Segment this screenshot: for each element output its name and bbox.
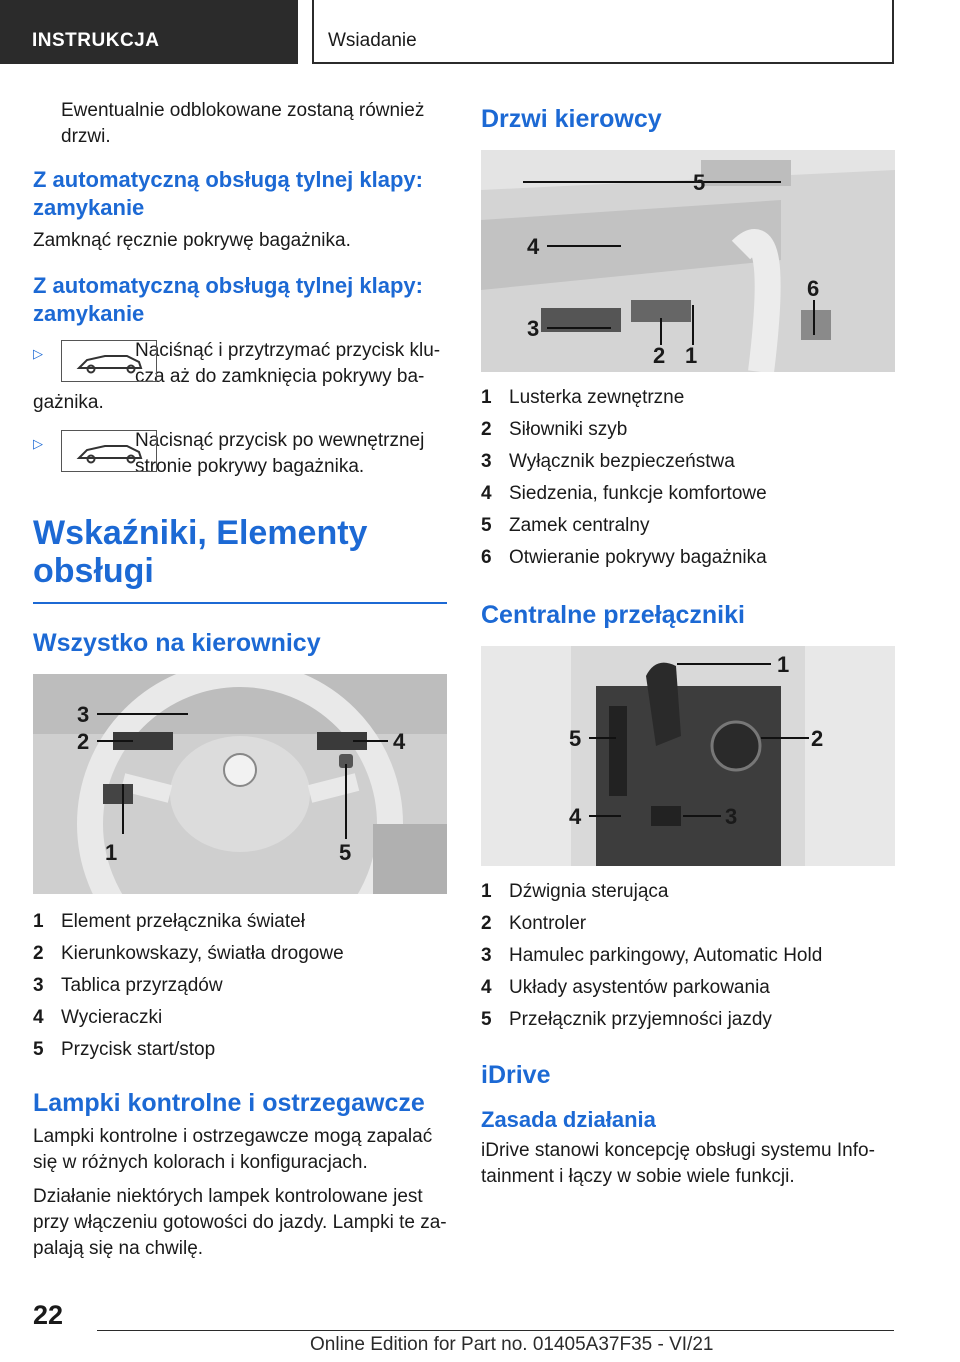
list-item: 3 Wyłącznik bezpieczeństwa <box>481 451 735 472</box>
triangle-right-icon: ▷ <box>33 346 43 361</box>
callout-2: 2 <box>77 728 90 754</box>
intro-text: Ewentualnie odblokowane zostaną również drzwi. <box>61 100 425 147</box>
car-trunk-icon <box>61 340 157 382</box>
bullet-item-button <box>33 428 447 480</box>
wheel-list <box>33 906 447 1066</box>
header-section-label: INSTRUKCJA <box>32 30 160 51</box>
left-column <box>33 98 447 1262</box>
right-column <box>481 98 895 1190</box>
callout-4: 4 <box>393 728 406 754</box>
lamps-paragraph-1: Lampki kontrolne i ostrzegawcze mogą zapalać się w różnych kolorach i konfiguracjach. <box>33 1125 433 1173</box>
list-item: 3 Tablica przyrządów <box>33 974 223 996</box>
callout-5: 5 <box>693 170 706 195</box>
callout-4: 4 <box>527 234 540 259</box>
bullet-key-tail: gażnika. <box>33 392 104 413</box>
bullet-button-text: Nacisnąć przycisk po wewnętrznej stronie pokrywy bagażnika. <box>135 430 425 477</box>
central-title: Centralne przełączniki <box>481 601 745 629</box>
header-chapter-tab <box>312 0 894 64</box>
steering-wheel-illustration <box>33 674 447 894</box>
bullet-item-key <box>33 338 447 390</box>
list-item: 2 Kierunkowskazy, światła drogowe <box>33 942 344 964</box>
callout-2: 2 <box>811 726 824 751</box>
list-item: 4 Układy asystentów parkowania <box>481 977 770 998</box>
section-title-tailgate-1: Z automatyczną obsługą tylnej klapy: zamykanie <box>33 167 423 220</box>
steering-wheel-photo <box>33 674 447 894</box>
driver-door-illustration <box>481 150 895 372</box>
triangle-right-icon: ▷ <box>33 436 43 451</box>
callout-4: 4 <box>569 804 582 829</box>
section-title-tailgate-2: Z automatyczną obsługą tylnej klapy: zamykanie <box>33 273 423 326</box>
center-console-photo <box>481 646 895 866</box>
principle-text: iDrive stanowi koncepcję obsługi systemu Info-tainment i łączy w sobie wiele funkcji. <box>481 1140 875 1187</box>
callout-1: 1 <box>777 652 790 677</box>
list-item: 2 Siłowniki szyb <box>481 419 628 440</box>
callout-6: 6 <box>807 276 820 301</box>
section-text-tailgate-1: Zamknąć ręcznie pokrywę bagażnika. <box>33 230 351 251</box>
callout-1: 1 <box>105 839 118 865</box>
idrive-title: iDrive <box>481 1061 551 1089</box>
list-item: 2 Kontroler <box>481 913 587 934</box>
wheel-title: Wszystko na kierownicy <box>33 628 321 657</box>
list-item: 5 Przycisk start/stop <box>33 1038 216 1060</box>
footer-edition: Online Edition for Part no. 01405A37F35 - VI/21 <box>310 1334 714 1355</box>
list-item: 4 Wycieraczki <box>33 1006 163 1028</box>
list-item: 5 Przełącznik przyjemności jazdy <box>481 1009 772 1030</box>
callout-1: 1 <box>685 343 698 368</box>
driver-door-photo <box>481 150 895 372</box>
list-item: 1 Dźwignia sterująca <box>481 881 669 902</box>
callout-2: 2 <box>653 343 666 368</box>
page-number: 22 <box>33 1300 64 1330</box>
callout-3: 3 <box>527 316 540 341</box>
center-console-illustration <box>481 646 895 866</box>
header-chapter-label: Wsiadanie <box>328 30 417 51</box>
lamps-paragraph-2: Działanie niektórych lampek kontrolowane jest przy włączeniu gotowości do jazdy. Lampki te za-palają się na chwilę. <box>33 1185 447 1259</box>
door-title: Drzwi kierowcy <box>481 105 662 133</box>
callout-3: 3 <box>725 804 738 829</box>
car-trunk-icon <box>61 430 157 472</box>
door-list <box>481 382 895 574</box>
list-item: 1 Lusterka zewnętrzne <box>481 387 685 408</box>
list-item: 4 Siedzenia, funkcje komfortowe <box>481 483 767 504</box>
list-item: 5 Zamek centralny <box>481 515 650 536</box>
footer-rule <box>97 1330 894 1331</box>
list-item: 1 Element przełącznika świateł <box>33 910 305 932</box>
bullet-key-text: Naciśnąć i przytrzymać przycisk klu-cza aż do zamknięcia pokrywy ba- <box>135 340 441 387</box>
principle-title: Zasada działania <box>481 1107 656 1132</box>
callout-5: 5 <box>339 839 352 865</box>
central-list <box>481 876 895 1036</box>
callout-3: 3 <box>77 701 90 727</box>
chapter-title: Wskaźniki, Elementy obsługi <box>33 514 368 590</box>
lamps-title: Lampki kontrolne i ostrzegawcze <box>33 1088 425 1117</box>
list-item: 6 Otwieranie pokrywy bagażnika <box>481 547 767 568</box>
list-item: 3 Hamulec parkingowy, Automatic Hold <box>481 945 823 966</box>
callout-5: 5 <box>569 726 582 751</box>
header-section-tab <box>0 0 298 64</box>
